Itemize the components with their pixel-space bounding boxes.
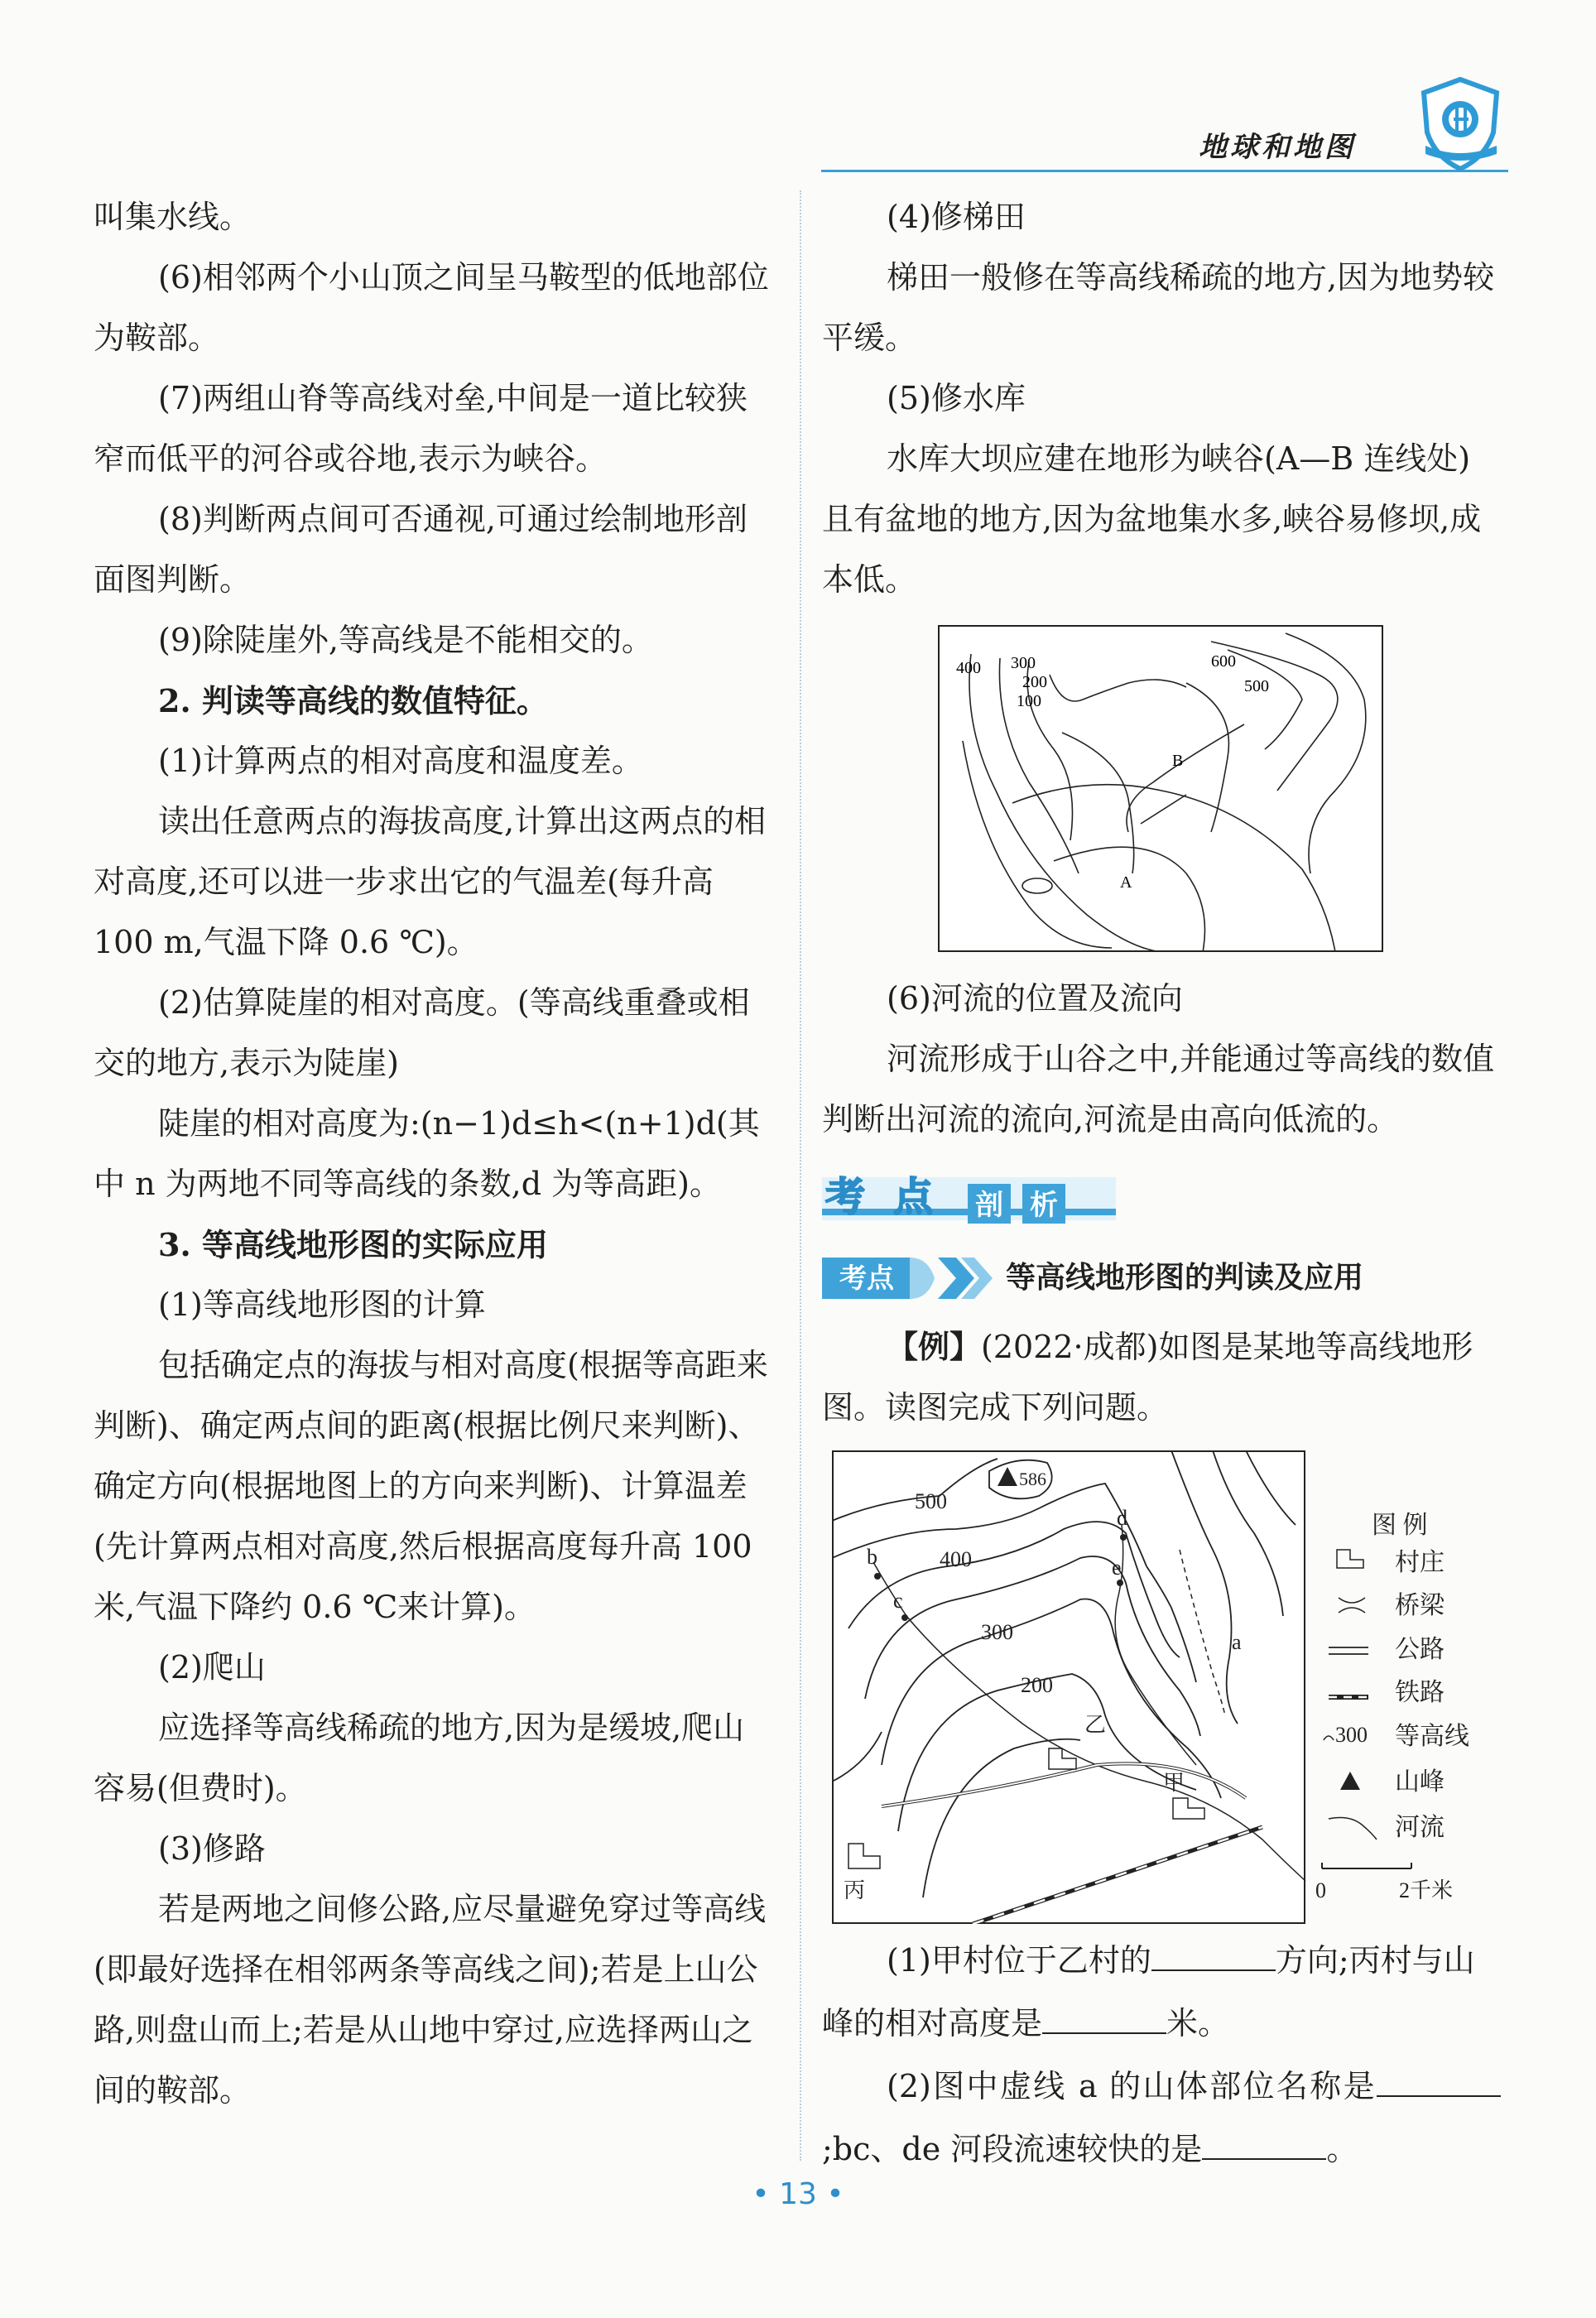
contour-legend-icon — [1324, 1736, 1334, 1740]
point-marker — [874, 1573, 881, 1580]
legend-item: 公路 — [1395, 1636, 1445, 1663]
scale-label: 2千米 — [1399, 1878, 1454, 1902]
paragraph: (4)修梯田 — [887, 199, 1026, 235]
question-text: 。 — [1326, 2131, 1358, 2167]
paragraph: (6)河流的位置及流向 — [887, 980, 1183, 1017]
village-legend-icon — [1337, 1550, 1363, 1568]
left-column — [94, 187, 772, 2121]
banner-char: 剖 — [975, 1189, 1003, 1222]
legend-contour-value: 300 — [1335, 1723, 1368, 1747]
example-block — [822, 1316, 1501, 1438]
paragraph: 若是两地之间修公路,应尽量避免穿过等高线(即最好选择在相邻两条等高线之间);若是上山公路,则盘山而上;若是从山地中穿过,应选择两山之间的鞍部。 — [94, 1891, 767, 2109]
paragraph: 梯田一般修在等高线稀疏的地方,因为地势较平缓。 — [822, 259, 1495, 356]
map-label: 400 — [956, 659, 981, 677]
paragraph: 应选择等高线稀疏的地方,因为是缓坡,爬山容易(但费时)。 — [94, 1710, 745, 1806]
point-label: B — [1172, 752, 1184, 770]
kaodian-row — [822, 1254, 1501, 1304]
answer-blank[interactable] — [1042, 1999, 1166, 2034]
paragraph: 陡崖的相对高度为:(n−1)d≤h<(n+1)d(其中 n 为两地不同等高线的条数,d 为等高距)。 — [94, 1105, 760, 1202]
question-text: (2)图中虚线 a 的山体部位名称是 — [887, 2068, 1377, 2104]
answer-blank[interactable] — [1202, 2125, 1326, 2160]
road-legend-icon — [1329, 1647, 1368, 1654]
banner-char: 析 — [1030, 1189, 1058, 1222]
paragraph: (2)估算陡崖的相对高度。(等高线重叠或相交的地方,表示为陡崖) — [94, 984, 750, 1081]
legend-item: 桥梁 — [1395, 1592, 1445, 1619]
river-legend-icon — [1329, 1818, 1377, 1839]
legend-item: 山峰 — [1395, 1768, 1445, 1796]
chevron-right-icon — [910, 1254, 1001, 1302]
right-column-top — [822, 187, 1501, 610]
paragraph: 包括确定点的海拔与相对高度(根据等高距来判断)、确定两点间的距离(根据比例尺来判断)、确定方向(根据地图上的方向来判断)、计算温差(先计算两点相对高度,然后根据高度每升高 100 米,气温下降约 0.6 ℃来计算)。 — [94, 1347, 768, 1625]
section-banner — [822, 1167, 1120, 1227]
example-contour-map — [832, 1450, 1515, 1924]
column-divider — [800, 190, 801, 2161]
bridge-legend-icon — [1339, 1598, 1365, 1613]
paragraph: 河流形成于山谷之中,并能通过等高线的数值判断出河流的流向,河流是由高向低流的。 — [822, 1041, 1495, 1137]
village-label: 丙 — [844, 1878, 866, 1902]
point-label: b — [867, 1545, 877, 1569]
village-label: 乙 — [1084, 1713, 1107, 1737]
kaodian-title: 等高线地形图的判读及应用 — [1006, 1261, 1364, 1295]
peak-legend-icon — [1340, 1772, 1360, 1790]
legend-item: 等高线 — [1395, 1723, 1469, 1750]
shield-logo-icon — [1417, 75, 1504, 174]
contour-value: 400 — [940, 1547, 972, 1571]
paragraph: 3. 等高线地形图的实际应用 — [158, 1226, 548, 1263]
question-text: ;bc、de 河段流速较快的是 — [822, 2131, 1203, 2167]
answer-blank[interactable] — [1151, 1936, 1276, 1971]
scale-label: 0 — [1315, 1878, 1326, 1902]
point-marker — [1120, 1534, 1127, 1541]
paragraph: 2. 判读等高线的数值特征。 — [158, 682, 548, 719]
point-label: c — [893, 1589, 903, 1613]
paragraph: (9)除陡崖外,等高线是不能相交的。 — [158, 622, 653, 658]
contour-value: 300 — [981, 1620, 1013, 1644]
paragraph: (3)修路 — [158, 1830, 266, 1867]
question-block — [822, 1929, 1501, 2181]
banner-char: 考 — [825, 1174, 866, 1220]
map-label: 100 — [1017, 692, 1041, 710]
paragraph: 叫集水线。 — [94, 199, 252, 235]
map-label: 500 — [1244, 677, 1269, 695]
paragraph: (5)修水库 — [887, 380, 1026, 416]
legend-item: 河流 — [1395, 1814, 1445, 1841]
example-lead: 【例】 — [887, 1328, 982, 1365]
paragraph: (2)爬山 — [158, 1649, 266, 1686]
legend-item: 村庄 — [1395, 1549, 1445, 1576]
paragraph: (1)等高线地形图的计算 — [158, 1286, 486, 1323]
question-text: (1)甲村位于乙村的 — [887, 1942, 1151, 1979]
reservoir-contour-map — [938, 625, 1383, 952]
paragraph: 水库大坝应建在地形为峡谷(A—B 连线处)且有盆地的地方,因为盆地集水多,峡谷易修坝,成本低。 — [822, 440, 1482, 598]
paragraph: (8)判断两点间可否通视,可通过绘制地形剖面图判断。 — [94, 501, 748, 598]
map-label: 600 — [1211, 652, 1236, 671]
example-text: (2022·成都)如图是某地等高线地形图。读图完成下列问题。 — [822, 1329, 1473, 1426]
map-label: 300 — [1011, 654, 1036, 672]
legend-title: 图 例 — [1372, 1512, 1428, 1539]
point-label: d — [1117, 1506, 1127, 1530]
legend-item: 铁路 — [1395, 1679, 1445, 1706]
peak-value: 586 — [1019, 1469, 1046, 1489]
point-label: e — [1112, 1556, 1122, 1580]
header-title: 地球和地图 — [1199, 131, 1356, 164]
village-label: 甲 — [1163, 1771, 1185, 1795]
question-text: 米。 — [1166, 2005, 1230, 2041]
right-column-mid — [822, 969, 1501, 1150]
kaodian-label: 考点 — [822, 1258, 911, 1299]
paragraph: (6)相邻两个小山顶之间呈马鞍型的低地部位为鞍部。 — [94, 259, 769, 356]
contour-value: 500 — [915, 1489, 947, 1513]
answer-blank[interactable] — [1377, 2062, 1501, 2097]
question-text: 方向;丙村与山峰的相对高度是 — [822, 1942, 1475, 2041]
contour-value: 200 — [1021, 1673, 1053, 1697]
page-number: • 13 • — [752, 2177, 844, 2211]
point-marker — [1117, 1580, 1123, 1586]
question-2 — [822, 2055, 1501, 2181]
scale-bar — [1322, 1863, 1411, 1868]
question-1 — [822, 1929, 1501, 2055]
point-marker — [901, 1614, 908, 1621]
point-label: A — [1120, 873, 1132, 892]
paragraph: (1)计算两点的相对高度和温度差。 — [158, 743, 643, 779]
paragraph: 读出任意两点的海拔高度,计算出这两点的相对高度,还可以进一步求出它的气温差(每升高 100 m,气温下降 0.6 ℃)。 — [94, 803, 767, 960]
map-label: 200 — [1022, 673, 1047, 691]
header-rule — [821, 170, 1508, 172]
paragraph: (7)两组山脊等高线对垒,中间是一道比较狭窄而低平的河谷或谷地,表示为峡谷。 — [94, 380, 748, 477]
banner-char: 点 — [893, 1174, 934, 1220]
point-label: a — [1232, 1630, 1242, 1654]
